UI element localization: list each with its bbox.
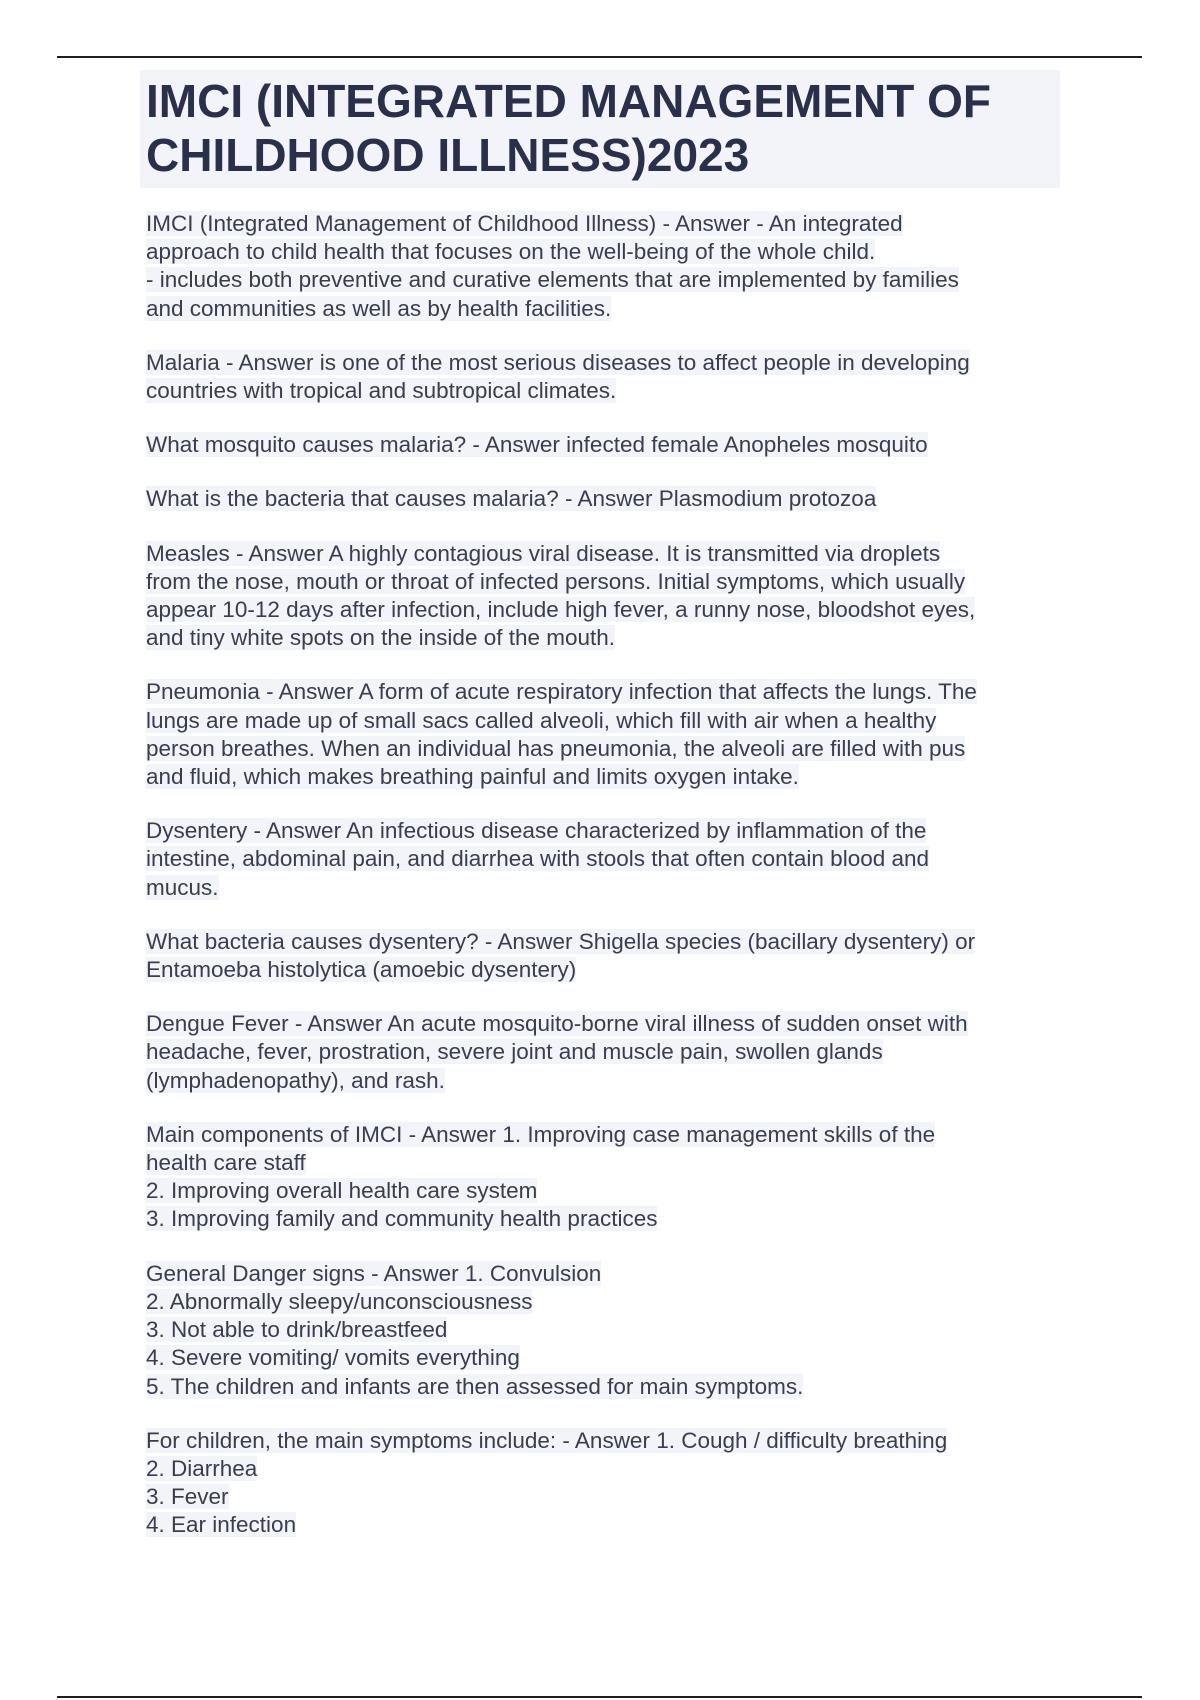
qa-line-text: 5. The children and infants are then assessed for main symptoms. [146, 1373, 804, 1399]
qa-line-text: 4. Ear infection [146, 1512, 297, 1538]
qa-list [140, 210, 1060, 1540]
qa-line-text: 4. Severe vomiting/ vomits everything [146, 1345, 520, 1371]
qa-entry-dysentery-bacteria [146, 928, 1060, 984]
qa-line [146, 210, 1060, 238]
qa-line [146, 1205, 1060, 1233]
qa-line-text: health care staff [146, 1150, 306, 1176]
qa-line [146, 735, 1060, 763]
title-line-2: CHILDHOOD ILLNESS)2023 [146, 129, 750, 181]
bottom-rule [57, 1696, 1142, 1698]
qa-line-text: person breathes. When an individual has pneumonia, the alveoli are filled with pus [146, 735, 966, 761]
qa-line-text: and fluid, which makes breathing painful and limits oxygen intake. [146, 764, 799, 790]
qa-entry-imci-definition [146, 210, 1060, 323]
qa-line-text: IMCI (Integrated Management of Childhood Illness) - Answer - An integrated [146, 211, 903, 236]
qa-line [146, 1038, 1060, 1066]
qa-line [146, 956, 1060, 984]
qa-line-text: appear 10-12 days after infection, include high fever, a runny nose, bloodshot eyes, [146, 597, 976, 623]
qa-line [146, 1511, 1060, 1539]
qa-line-text: and communities as well as by health facilities. [146, 295, 612, 321]
qa-line-text: 2. Improving overall health care system [146, 1178, 538, 1204]
qa-entry-malaria-mosquito [146, 431, 1060, 459]
qa-line-text: Dengue Fever - Answer An acute mosquito-borne viral illness of sudden onset with [146, 1011, 968, 1037]
qa-entry-pneumonia [146, 678, 1060, 791]
qa-line [146, 928, 1060, 956]
qa-line [146, 377, 1060, 405]
qa-line-text: Pneumonia - Answer A form of acute respiratory infection that affects the lungs. The [146, 679, 977, 705]
qa-line [146, 763, 1060, 791]
qa-line [146, 707, 1060, 735]
qa-line [146, 1288, 1060, 1316]
qa-line-text: - includes both preventive and curative elements that are implemented by families [146, 267, 959, 293]
qa-line [146, 817, 1060, 845]
qa-line [146, 1149, 1060, 1177]
qa-line [146, 1316, 1060, 1344]
qa-line [146, 1260, 1060, 1288]
qa-line-text: from the nose, mouth or throat of infected persons. Initial symptoms, which usually [146, 568, 966, 594]
qa-line [146, 596, 1060, 624]
qa-entry-malaria [146, 349, 1060, 405]
qa-line-text: Entamoeba histolytica (amoebic dysentery) [146, 957, 577, 983]
qa-line-text: headache, fever, prostration, severe joint and muscle pain, swollen glands [146, 1039, 883, 1065]
qa-line [146, 266, 1060, 294]
qa-line-text: intestine, abdominal pain, and diarrhea with stools that often contain blood and [146, 846, 930, 872]
qa-line [146, 295, 1060, 323]
qa-line-text: Measles - Answer A highly contagious viral disease. It is transmitted via droplets [146, 540, 941, 566]
qa-line [146, 431, 1060, 459]
qa-line-text: countries with tropical and subtropical climates. [146, 378, 617, 404]
qa-line-text: What mosquito causes malaria? - Answer infected female Anopheles mosquito [146, 432, 928, 458]
qa-line-text: 2. Diarrhea [146, 1455, 258, 1481]
qa-line-text: Malaria - Answer is one of the most serious diseases to affect people in developing [146, 349, 970, 375]
qa-line [146, 238, 1060, 266]
qa-line [146, 349, 1060, 377]
qa-entry-dengue [146, 1010, 1060, 1095]
qa-line [146, 1455, 1060, 1483]
qa-entry-measles [146, 540, 1060, 653]
qa-line [146, 1373, 1060, 1401]
qa-line [146, 1010, 1060, 1038]
qa-line [146, 1427, 1060, 1455]
qa-line-text: mucus. [146, 874, 219, 900]
qa-line-text: What bacteria causes dysentery? - Answer Shigella species (bacillary dysentery) or [146, 928, 976, 954]
qa-line-text: lungs are made up of small sacs called alveoli, which fill with air when a healthy [146, 707, 937, 733]
top-rule [57, 56, 1142, 58]
qa-line-text: Main components of IMCI - Answer 1. Improving case management skills of the [146, 1121, 936, 1147]
qa-entry-main-symptoms [146, 1427, 1060, 1540]
qa-line-text: 3. Not able to drink/breastfeed [146, 1317, 448, 1343]
qa-line-text: (lymphadenopathy), and rash. [146, 1067, 445, 1093]
qa-line [146, 624, 1060, 652]
qa-line [146, 678, 1060, 706]
qa-line [146, 540, 1060, 568]
qa-line-text: approach to child health that focuses on the well-being of the whole child. [146, 239, 876, 265]
qa-line-text: 3. Fever [146, 1484, 229, 1510]
qa-line [146, 1121, 1060, 1149]
qa-line-text: General Danger signs - Answer 1. Convulsion [146, 1260, 602, 1286]
qa-line-text: Dysentery - Answer An infectious disease characterized by inflammation of the [146, 818, 927, 844]
qa-line [146, 568, 1060, 596]
qa-entry-imci-components [146, 1121, 1060, 1234]
document-body [140, 70, 1060, 1566]
qa-entry-malaria-bacteria [146, 485, 1060, 513]
qa-line-text: 2. Abnormally sleepy/unconsciousness [146, 1288, 533, 1314]
qa-line [146, 485, 1060, 513]
qa-line [146, 1067, 1060, 1095]
qa-line-text: For children, the main symptoms include: - Answer 1. Cough / difficulty breathing [146, 1427, 948, 1453]
qa-entry-danger-signs [146, 1260, 1060, 1401]
qa-line-text: What is the bacteria that causes malaria? - Answer Plasmodium protozoa [146, 486, 877, 512]
qa-entry-dysentery [146, 817, 1060, 902]
title-line-1: IMCI (INTEGRATED MANAGEMENT OF [146, 75, 991, 127]
qa-line [146, 1344, 1060, 1372]
qa-line [146, 845, 1060, 873]
qa-line [146, 874, 1060, 902]
qa-line [146, 1483, 1060, 1511]
qa-line [146, 1177, 1060, 1205]
qa-line-text: 3. Improving family and community health practices [146, 1206, 658, 1232]
document-title [140, 70, 1060, 188]
qa-line-text: and tiny white spots on the inside of the mouth. [146, 625, 616, 651]
